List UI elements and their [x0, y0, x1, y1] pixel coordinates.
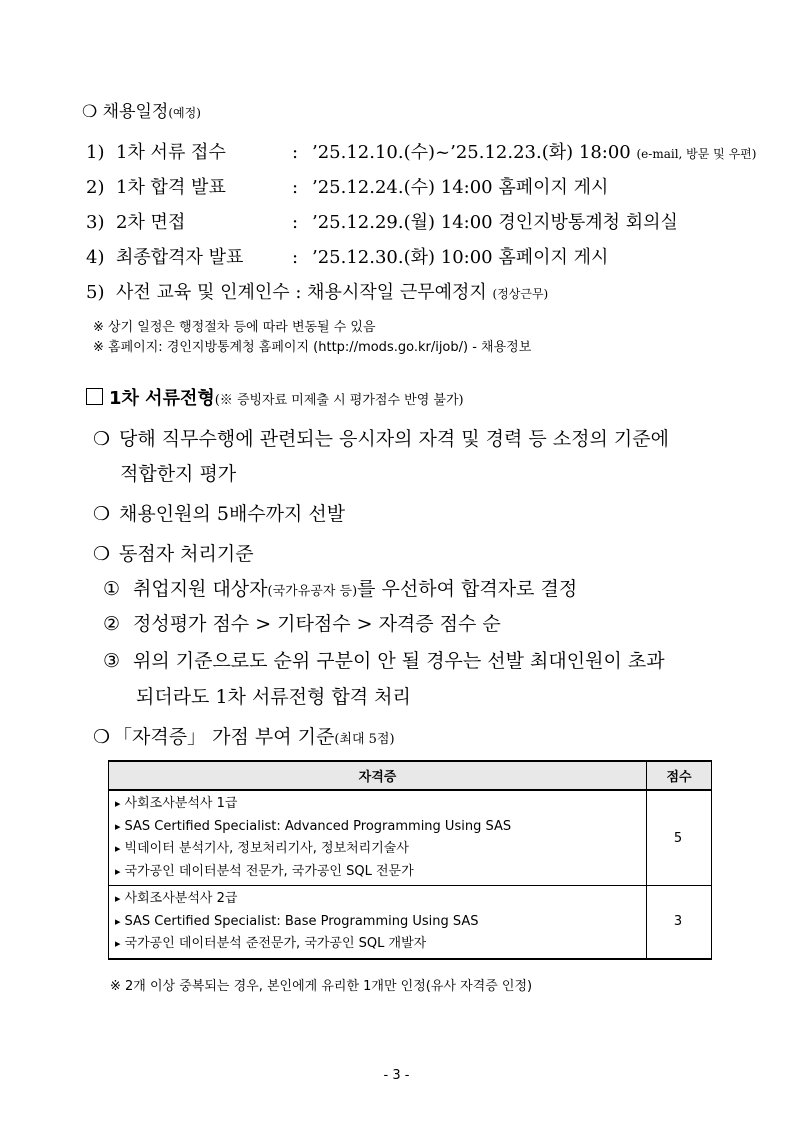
screening-item-cert	[93, 722, 395, 749]
cert-item: ▸ 국가공인 데이터분석 준전문가, 국가공인 SQL 개발자	[115, 933, 638, 956]
rule-text-cont: 를 우선하여 합격자로 결정	[357, 578, 578, 600]
item-number: 2)	[86, 177, 105, 198]
circle-bullet-icon: ❍	[93, 428, 111, 450]
tie-rule	[103, 609, 501, 636]
schedule-title-note: (예정)	[168, 106, 201, 120]
schedule-note-homepage: ※ 홈페이지: 경인지방통계청 홈페이지 (http://mods.go.kr/ijob/) - 채용정보	[93, 340, 532, 355]
schedule-heading	[82, 97, 201, 122]
item-text: 당해 직무수행에 관련되는 응시자의 자격 및 경력 등 소정의 기준에	[119, 428, 669, 450]
table-header-row	[109, 761, 712, 790]
rule-note: (국가유공자 등)	[267, 584, 358, 599]
screening-heading	[86, 384, 464, 410]
schedule-note: ※ 상기 일정은 행정절차 등에 따라 변동될 수 있음	[93, 320, 376, 335]
cert-item: ▸ 사회조사분석사 1급	[115, 793, 638, 816]
item-label: 2차 면접	[116, 212, 186, 233]
square-bullet-icon	[86, 388, 103, 405]
schedule-item	[86, 138, 756, 164]
score-cell: 5	[647, 790, 712, 886]
item-value: ’25.12.24.(수) 14:00 홈페이지 게시	[312, 177, 609, 198]
cert-item: ▸ 국가공인 데이터분석 전문가, 국가공인 SQL 전문가	[115, 861, 638, 884]
item-text: 동점자 처리기준	[119, 543, 254, 565]
screening-item-selection	[93, 499, 345, 526]
schedule-item	[86, 208, 678, 234]
cert-item: ▸ 빅데이터 분석기사, 정보처리기사, 정보처리기술사	[115, 838, 638, 861]
screening-item-criteria-cont: 적합한지 평가	[120, 463, 237, 485]
item-note: (정상근무)	[492, 287, 549, 301]
tie-rule-cont: 되더라도 1차 서류전형 합격 처리	[136, 686, 411, 708]
circle-bullet-icon: ❍	[93, 726, 111, 748]
circle-bullet-icon: ❍	[93, 503, 111, 525]
tie-rule	[103, 574, 577, 601]
table-row	[109, 886, 712, 959]
item-colon: :	[292, 177, 299, 198]
rule-text: 위의 기준으로도 순위 구분이 안 될 경우는 선발 최대인원이 초과	[133, 650, 665, 672]
cert-item: ▸ SAS Certified Specialist: Advanced Programming Using SAS	[115, 816, 638, 839]
item-label: 1차 합격 발표	[116, 177, 226, 198]
schedule-item	[86, 278, 548, 304]
item-value: ’25.12.10.(수)~’25.12.23.(화) 18:00	[312, 142, 631, 163]
cert-footnote: ※ 2개 이상 중복되는 경우, 본인에게 유리한 1개만 인정(유사 자격증 인정)	[110, 979, 533, 994]
item-text: 「자격증」 가점 부여 기준	[113, 726, 335, 748]
rule-number: ②	[103, 613, 121, 635]
screening-title-note: (※ 증빙자료 미제출 시 평가점수 반영 불가)	[214, 393, 464, 408]
item-colon: :	[292, 247, 299, 268]
circle-bullet-icon: ❍	[93, 543, 111, 565]
item-number: 3)	[86, 212, 105, 233]
item-value: ’25.12.30.(화) 10:00 홈페이지 게시	[312, 247, 609, 268]
rule-number: ③	[103, 650, 121, 672]
item-colon: :	[292, 142, 299, 163]
page-number: - 3 -	[383, 1068, 410, 1083]
rule-text: 정성평가 점수 > 기타점수 > 자격증 점수 순	[133, 613, 501, 635]
schedule-item	[86, 243, 608, 269]
item-label: 사전 교육 및 인계인수 : 채용시작일 근무예정지	[116, 282, 487, 303]
item-colon: :	[292, 212, 299, 233]
circle-bullet-icon: ❍	[82, 102, 98, 122]
table-row	[109, 790, 712, 886]
item-label: 최종합격자 발표	[116, 247, 244, 268]
score-cell: 3	[647, 886, 712, 959]
schedule-title: 채용일정	[102, 102, 169, 122]
cert-item: ▸ 사회조사분석사 2급	[115, 888, 638, 911]
item-value: ’25.12.29.(월) 14:00 경인지방통계청 회의실	[312, 212, 678, 233]
schedule-item	[86, 173, 608, 199]
item-text: 채용인원의 5배수까지 선발	[119, 503, 346, 525]
cert-list-cell	[109, 790, 647, 886]
screening-item-tie	[93, 539, 254, 566]
item-note: (최대 5점)	[334, 732, 395, 747]
rule-text: 취업지원 대상자	[133, 578, 268, 600]
item-label: 1차 서류 접수	[116, 142, 226, 163]
rule-number: ①	[103, 578, 121, 600]
cert-table	[108, 760, 712, 960]
item-number: 5)	[86, 282, 105, 303]
item-note: (e-mail, 방문 및 우편)	[636, 147, 757, 161]
item-number: 1)	[86, 142, 105, 163]
cert-item: ▸ SAS Certified Specialist: Base Programming Using SAS	[115, 911, 638, 934]
screening-title: 1차 서류전형	[109, 388, 215, 409]
tie-rule	[103, 646, 665, 673]
item-number: 4)	[86, 247, 105, 268]
screening-item-criteria	[93, 424, 669, 451]
cert-list-cell	[109, 886, 647, 959]
column-header-score: 점수	[647, 761, 712, 790]
column-header-cert: 자격증	[109, 761, 647, 790]
